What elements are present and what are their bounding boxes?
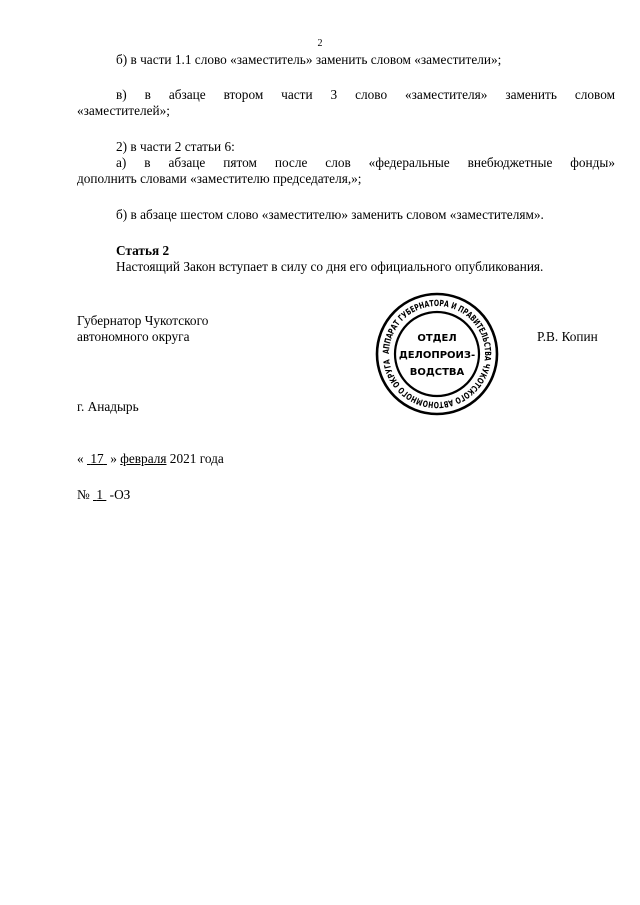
date-close-quote: » (110, 451, 117, 466)
law-number-value: 1 (96, 487, 103, 502)
date-month: февраля (120, 451, 167, 466)
stamp-center-line-3: ВОДСТВА (409, 367, 465, 378)
place-of-signing: г. Анадырь (77, 399, 139, 414)
article-text: Настоящий Закон вступает в силу со дня его официального опубликования. (116, 259, 544, 274)
law-number (77, 487, 130, 503)
law-number-suffix: -ОЗ (109, 487, 131, 502)
paragraph-1: б) в части 1.1 слово «заместитель» заменить словом «заместители»; (116, 52, 502, 67)
signature-title-line-1: Губернатор Чукотского (77, 313, 209, 328)
signature-title-line-2: автономного округа (77, 329, 190, 344)
page-number: 2 (317, 38, 323, 49)
paragraph-2-line-1: в) в абзаце втором части 3 слово «заместителя» заменить словом (116, 87, 615, 102)
stamp-center-line-1: ОТДЕЛ (417, 333, 457, 344)
stamp-ring-text-path: АППАРАТ ГУБЕРНАТОРА И ПРАВИТЕЛЬСТВА ЧУКОТСКОГО АВТОНОМНОГО ОКРУГА (381, 298, 493, 410)
date-open-quote: « (77, 451, 84, 466)
paragraph-4-line-2: дополнить словами «заместителю председателя,»; (77, 171, 362, 186)
official-stamp (374, 291, 500, 417)
paragraph-3: 2) в части 2 статьи 6: (116, 139, 235, 154)
paragraph-2-line-2: «заместителей»; (77, 103, 170, 118)
date-line (77, 451, 224, 467)
date-day: 17 (90, 451, 104, 466)
law-number-prefix: № (77, 487, 90, 502)
signature-name: Р.В. Копин (537, 329, 598, 344)
paragraph-5: б) в абзаце шестом слово «заместителю» заменить словом «заместителям». (116, 207, 544, 222)
stamp-center-line-2: ДЕЛОПРОИЗ- (398, 350, 476, 361)
article-heading: Статья 2 (116, 243, 170, 258)
paragraph-4-line-1: а) в абзаце пятом после слов «федеральные внебюджетные фонды» (116, 155, 615, 170)
date-year: 2021 года (169, 451, 224, 466)
